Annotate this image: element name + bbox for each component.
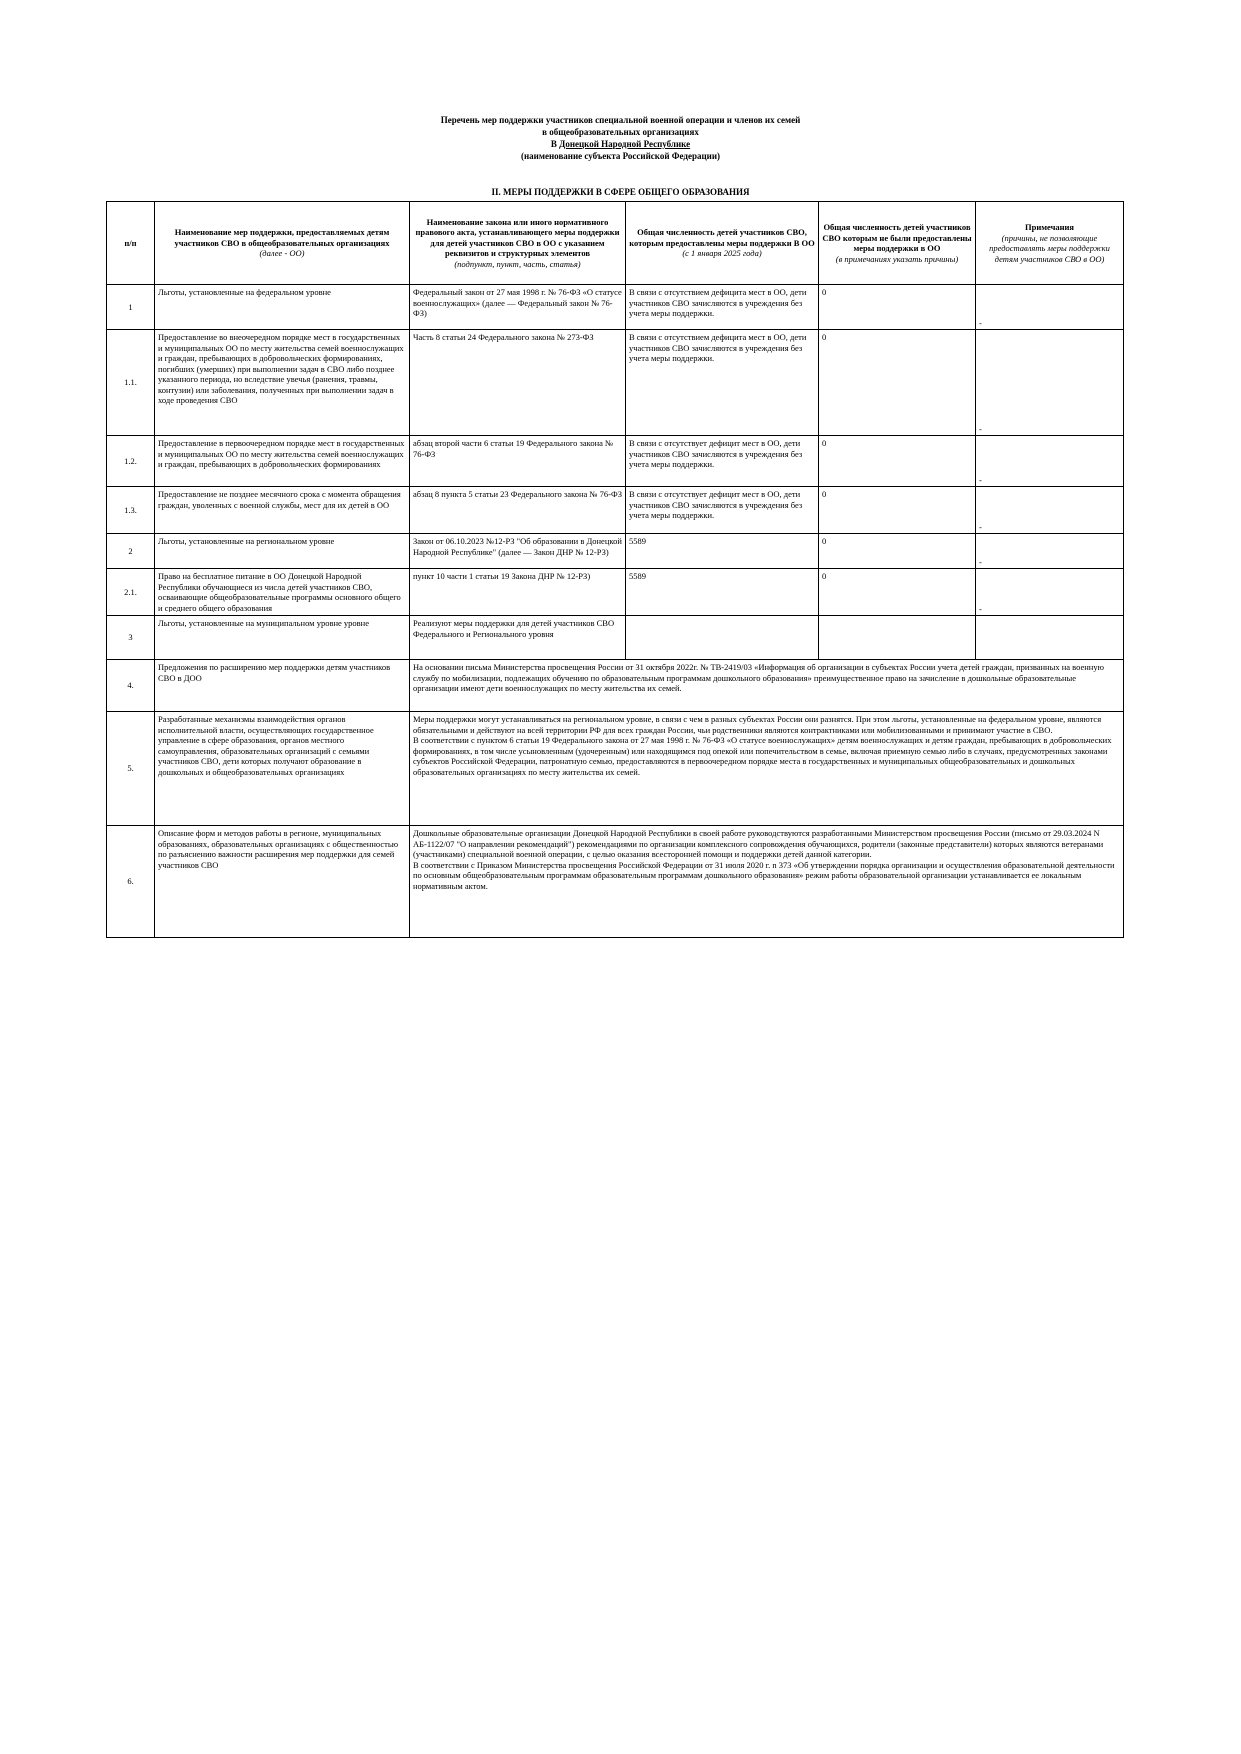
row-number: 1.3.	[107, 487, 155, 534]
provided-count	[626, 616, 819, 660]
measure-name: Предоставление во внеочередном порядке мест в государственных и муниципальных ОО по месту жительства семей военнослужащих и граждан, пребывающих в добровольческих формированиях, погибших (умерших) при выполнении задач в СВО либо позднее указанного периода, но вследствие увечья (ранения, травмы, контузии) или заболевания, полученных при выполнении задач в ходе проведения СВО	[155, 330, 410, 436]
legal-act: абзац 8 пункта 5 статьи 23 Федерального закона № 76-ФЗ	[410, 487, 626, 534]
not-provided-count: 0	[819, 436, 976, 487]
note-text: -	[979, 474, 982, 485]
not-provided-count: 0	[819, 534, 976, 569]
table-row	[107, 330, 1124, 436]
row-number: 2.1.	[107, 569, 155, 616]
wide-text-cell	[410, 826, 1124, 938]
legal-act: пункт 10 части 1 статьи 19 Закона ДНР № 12-РЗ)	[410, 569, 626, 616]
title-line-4: (наименование субъекта Российской Федерации)	[520, 151, 720, 161]
support-measures-table	[106, 201, 1124, 938]
row-number: 3	[107, 616, 155, 660]
note-text: -	[979, 317, 982, 328]
note-text: -	[979, 603, 982, 614]
row-number: 2	[107, 534, 155, 569]
wide-text-cell: На основании письма Министерства просвещения России от 31 октября 2022г. № ТВ-2419/03 «Информация об организации в субъектах России учета детей граждан, призванных на военную службу по мобилизации, подлежащих обучению по образовательным программам дошкольного образования» преимущественное право на зачисление в дошкольные образовательные организации имеют дети военнослужащих по месту жительства их семей.	[410, 660, 1124, 712]
wide-text-paragraph: Дошкольные образовательные организации Донецкой Народной Республики в своей работе руководствуются разработанными Министерством просвещения России (письмо от 29.03.2024 N АБ-1122/07 "О направлении рекомендаций") рекомендациями по организации комплексного сопровождения обучающихся, родители (законные представители) которых являются ветеранами (участниками) специальной военной операции, с целью оказания всесторонней помощи и поддержки детей данной категории.	[413, 828, 1104, 859]
row-number: 4.	[107, 660, 155, 712]
row-number: 1.1.	[107, 330, 155, 436]
provided-count: 5589	[626, 534, 819, 569]
row-number: 6.	[107, 826, 155, 938]
provided-count: В связи с отсутствует дефицит мест в ОО, дети участников СВО зачисляются в учреждения без учета меры поддержки.	[626, 487, 819, 534]
header-measure-name-sub: (далее - ОО)	[259, 248, 305, 259]
measure-name: Льготы, установленные на региональном уровне	[155, 534, 410, 569]
measure-name: Описание форм и методов работы в регионе, муниципальных образованиях, образовательных организациях с общественностью по разъяснению важности расширения мер поддержки для семей участников СВО	[155, 826, 410, 938]
header-notes-sub: (причины, не позволяющие предоставлять меры поддержки детям участников СВО в ОО)	[989, 232, 1110, 264]
table-row	[107, 616, 1124, 660]
note-text: -	[979, 423, 982, 434]
notes-cell	[976, 487, 1124, 534]
section-title: II. МЕРЫ ПОДДЕРЖКИ В СФЕРЕ ОБЩЕГО ОБРАЗОВАНИЯ	[491, 187, 750, 197]
header-not-provided-count	[819, 202, 976, 285]
not-provided-count: 0	[819, 569, 976, 616]
provided-count: В связи с отсутствием дефицита мест в ОО, дети участников СВО зачисляются в учреждения без учета меры поддержки.	[626, 330, 819, 436]
row-number: 1	[107, 285, 155, 330]
header-number: п/п	[107, 202, 155, 285]
header-legal-act-sub: (подпункт, пункт, часть, статья)	[454, 258, 581, 269]
wide-text-cell	[410, 712, 1124, 826]
measure-name: Разработанные механизмы взаимодействия органов исполнительной власти, осуществляющих государственное управление в сфере образования, органов местного самоуправления, образовательных организаций с семьями участников СВО, дети которых получают образование в дошкольных и общеобразовательных организациях	[155, 712, 410, 826]
measure-name	[155, 569, 410, 616]
region-name: Донецкой Народной Республике	[559, 139, 691, 149]
title-line-2: в общеобразовательных организациях	[542, 127, 699, 137]
table-row	[107, 534, 1124, 569]
header-not-provided-count-sub: (в примечаниях указать причины)	[835, 253, 959, 264]
provided-count: В связи с отсутствует дефицит мест в ОО, дети участников СВО зачисляются в учреждения без учета меры поддержки.	[626, 436, 819, 487]
not-provided-count: 0	[819, 487, 976, 534]
header-provided-count-main: Общая численность детей участников СВО, которым предоставлены меры поддержки В ОО	[629, 227, 815, 248]
header-legal-act	[410, 202, 626, 285]
wide-text-paragraph: Меры поддержки могут устанавливаться на региональном уровне, в связи с чем в разных субъектах России они разнятся. При этом льготы, установленные на федеральном уровне, являются обязательными и действуют на всей территории РФ для всех граждан России, чьи родственники являются контрактниками или мобилизованными и принимают участие в СВО.	[413, 714, 1102, 735]
wide-text-paragraph: В соответствии с Приказом Министерства просвещения Российской Федерации от 31 июля 2020 г. n 373 «Об утверждении порядка организации и осуществления образовательной деятельности по основным общеобразовательным программам образовательным программам дошкольного образования» режим работы образовательной организации устанавливается ее локальным нормативным актом.	[413, 859, 1115, 891]
table-row	[107, 712, 1124, 826]
row-number: 5.	[107, 712, 155, 826]
not-provided-count: 0	[819, 330, 976, 436]
measure-name: Предоставление не позднее месячного срока с момента обращения граждан, уволенных с военной службы, мест для их детей в ОО	[155, 487, 410, 534]
not-provided-count: 0	[819, 285, 976, 330]
notes-cell	[976, 569, 1124, 616]
table-row	[107, 660, 1124, 712]
legal-act: Федеральный закон от 27 мая 1998 г. № 76-ФЗ «О статусе военнослужащих» (далее — Федеральный закон № 76-ФЗ)	[410, 285, 626, 330]
header-not-provided-count-main: Общая численность детей участников СВО которым не были предоставлены меры поддержки в ОО	[822, 222, 972, 253]
table-row	[107, 569, 1124, 616]
header-notes-main: Примечания	[1024, 222, 1075, 232]
provided-count: В связи с отсутствием дефицита мест в ОО, дети участников СВО зачисляются в учреждения без учета меры поддержки.	[626, 285, 819, 330]
table-header-row	[107, 202, 1124, 285]
legal-act: Реализуют меры поддержки для детей участников СВО Федерального и Регионального уровня	[410, 616, 626, 660]
measure-name: Предоставление в первоочередном порядке мест в государственных и муниципальных ОО по месту жительства семей военнослужащих и граждан, пребывающих в добровольческих формированиях	[155, 436, 410, 487]
wide-text-paragraph: В соответствии с пунктом 6 статьи 19 Федерального закона от 27 мая 1998 г. № 76-ФЗ «О статусе военнослужащих» детям военнослужащих и детям граждан, пребывающих в добровольческих формированиях, в том числе усыновленным (удочеренным) или находящимся под опекой или попечительством в семье, включая приемную семью либо в случаях, предусмотренных законами субъектов Российской Федерации, патронатную семью, предоставляются в первоочередном порядке места в государственных и муниципальных общеобразовательных и дошкольных образовательных организациях по месту жительства их семей.	[413, 735, 1112, 777]
header-provided-count-sub: (с 1 января 2025 года)	[682, 248, 762, 259]
notes-cell	[976, 330, 1124, 436]
title-line-1: Перечень мер поддержки участников специальной военной операции и членов их семей	[440, 115, 801, 125]
notes-cell	[976, 534, 1124, 569]
table-row	[107, 285, 1124, 330]
legal-act-text: Закон от 06.10.2023 №12-РЗ "Об образовании в Донецкой Народной Республике" (далее — Закон ДНР № 12-РЗ)	[413, 536, 622, 557]
measure-name: Льготы, установленные на муниципальном уровне уровне	[155, 616, 410, 660]
notes-cell	[976, 616, 1124, 660]
note-text: -	[979, 521, 982, 532]
document-title	[0, 114, 1241, 162]
measure-name: Льготы, установленные на федеральном уровне	[155, 285, 410, 330]
row-number: 1.2.	[107, 436, 155, 487]
notes-cell	[976, 285, 1124, 330]
table-row	[107, 436, 1124, 487]
note-text: -	[979, 556, 982, 567]
legal-act	[410, 534, 626, 569]
header-measure-name	[155, 202, 410, 285]
header-provided-count	[626, 202, 819, 285]
measure-name-text: Право на бесплатное питание в ОО Донецкой Народной Республики обучающиеся из числа детей участников СВО, осваивающие общеобразовательные программы основного общего и среднего общего образования	[158, 571, 401, 612]
measure-name: Предложения по расширению мер поддержки детям участников СВО в ДОО	[155, 660, 410, 712]
notes-cell	[976, 436, 1124, 487]
header-measure-name-main: Наименование мер поддержки, предоставляемых детям участников СВО в общеобразовательных организациях	[174, 227, 390, 248]
title-line-3	[0, 138, 1241, 150]
table-row	[107, 487, 1124, 534]
table-row	[107, 826, 1124, 938]
legal-act: Часть 8 статьи 24 Федерального закона № 273-ФЗ	[410, 330, 626, 436]
provided-count: 5589	[626, 569, 819, 616]
title-line-3-prefix: В	[550, 139, 560, 149]
not-provided-count	[819, 616, 976, 660]
header-legal-act-main: Наименование закона или иного нормативного правового акта, устанавливающего меры поддержки для детей участников СВО в ОО с указанием реквизитов и структурных элементов	[415, 216, 620, 259]
header-notes	[976, 202, 1124, 285]
legal-act: абзац второй части 6 статьи 19 Федерального закона № 76-ФЗ	[410, 436, 626, 487]
